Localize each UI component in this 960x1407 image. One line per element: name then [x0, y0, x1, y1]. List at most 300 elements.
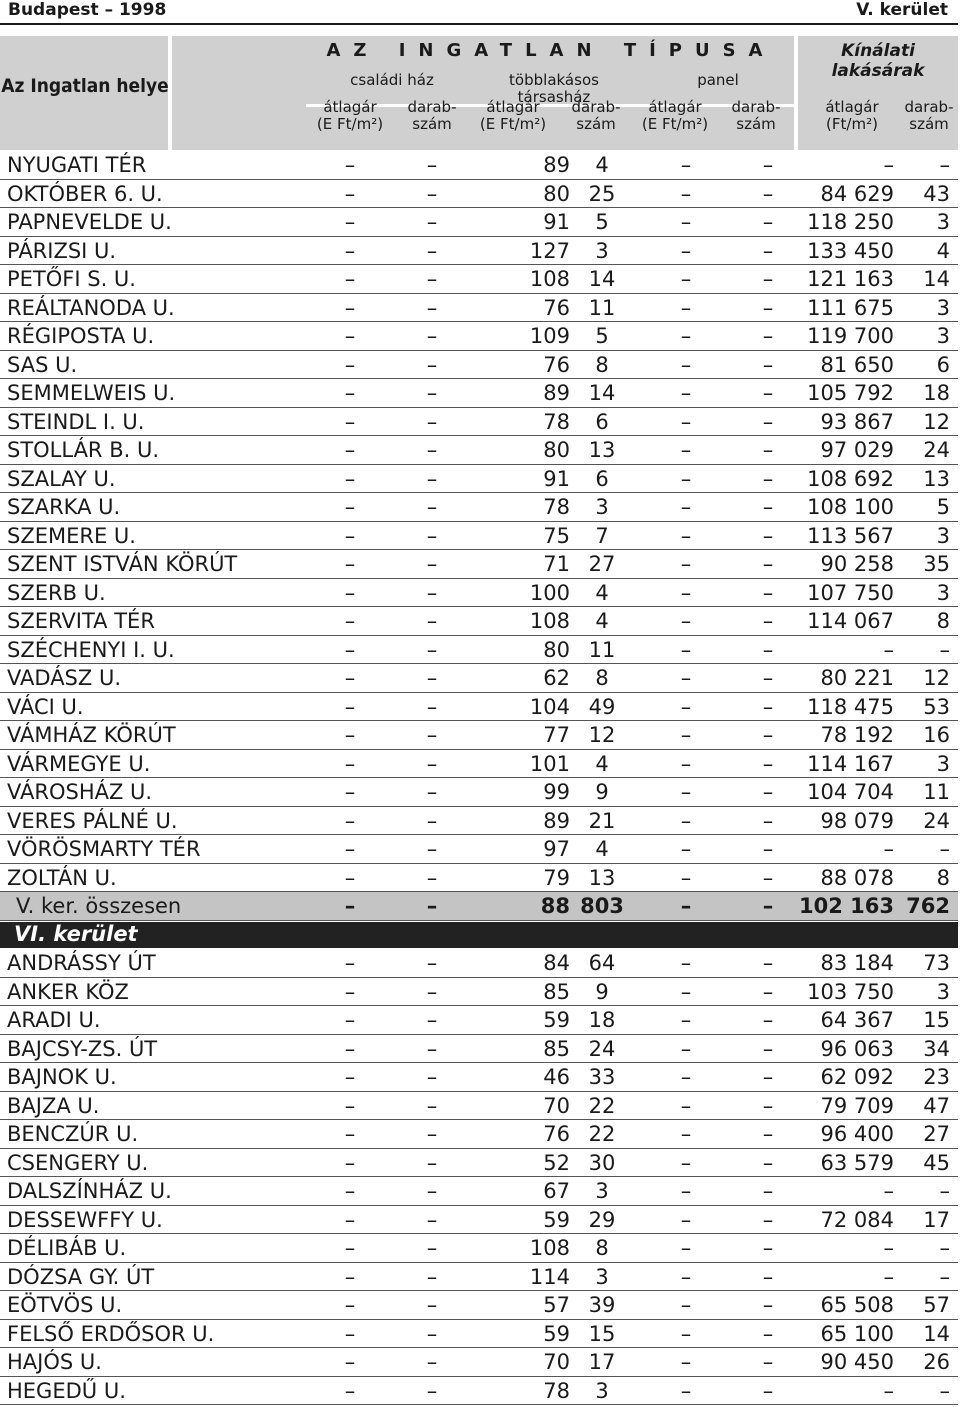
- street-name: VÁROSHÁZ U.: [7, 780, 153, 804]
- table-cell: –: [762, 352, 774, 377]
- table-cell: 8: [936, 609, 950, 633]
- table-cell: 3: [595, 495, 609, 519]
- table-cell: –: [762, 694, 774, 719]
- table-cell: –: [939, 1378, 950, 1403]
- table-cell: 102 163: [799, 894, 894, 918]
- table-cell: –: [680, 780, 692, 804]
- table-cell: –: [344, 1207, 356, 1232]
- table-cell: 3: [936, 324, 950, 348]
- table-row: [0, 1149, 958, 1177]
- table-cell: –: [344, 723, 356, 747]
- table-cell: 77: [543, 723, 570, 747]
- table-cell: 14: [923, 267, 950, 291]
- table-cell: –: [426, 438, 438, 462]
- table-row: [0, 807, 958, 835]
- table-row: [0, 1234, 958, 1262]
- table-cell: 57: [543, 1293, 570, 1317]
- table-row: [0, 550, 958, 578]
- table-cell: 73: [923, 951, 950, 975]
- table-cell: –: [762, 979, 774, 1004]
- table-cell: –: [680, 979, 692, 1004]
- table-cell: 62 092: [820, 1065, 894, 1089]
- street-name: VADÁSZ U.: [7, 666, 121, 690]
- street-name: PETŐFI S. U.: [7, 267, 136, 291]
- table-cell: 3: [595, 1179, 609, 1203]
- table-cell: 57: [923, 1293, 950, 1317]
- table-cell: –: [344, 694, 356, 719]
- table-cell: –: [680, 1350, 692, 1374]
- table-cell: –: [426, 1150, 438, 1175]
- table-cell: –: [680, 1008, 692, 1032]
- table-cell: –: [426, 694, 438, 719]
- offer-price-header: Kínálati lakásárak: [831, 41, 925, 81]
- table-cell: –: [426, 1008, 438, 1032]
- table-cell: 70: [543, 1093, 570, 1118]
- table-cell: 65 508: [820, 1293, 894, 1317]
- table-cell: –: [426, 951, 438, 975]
- table-cell: –: [680, 1179, 692, 1203]
- table-cell: –: [680, 381, 692, 405]
- table-cell: –: [426, 523, 438, 548]
- table-cell: 24: [923, 438, 950, 462]
- count-header: darab- szám: [571, 98, 621, 134]
- table-row: [0, 465, 958, 493]
- table-cell: 96 400: [820, 1122, 894, 1146]
- table-cell: –: [426, 409, 438, 434]
- table-cell: –: [680, 1236, 692, 1260]
- table-cell: 80 221: [820, 666, 894, 690]
- table-cell: 29: [588, 1207, 616, 1232]
- street-name: NYUGATI TÉR: [7, 153, 147, 177]
- table-cell: 101: [529, 751, 570, 776]
- table-cell: –: [680, 1093, 692, 1118]
- table-cell: –: [344, 1378, 356, 1403]
- table-row: [0, 1377, 958, 1405]
- page-header: [0, 0, 960, 24]
- table-cell: 108 692: [807, 466, 894, 491]
- table-cell: –: [426, 1264, 438, 1289]
- table-cell: 3: [595, 1264, 609, 1289]
- table-row: [0, 721, 958, 749]
- table-cell: 26: [923, 1350, 950, 1374]
- table-row: [0, 408, 958, 436]
- table-cell: –: [426, 1293, 438, 1317]
- table-cell: 4: [595, 609, 609, 633]
- table-cell: 72 084: [820, 1207, 894, 1232]
- table-cell: 5: [595, 210, 609, 234]
- table-cell: –: [762, 951, 774, 975]
- count-header: darab- szám: [407, 98, 457, 134]
- table-row: [0, 522, 958, 550]
- table-cell: –: [680, 210, 692, 234]
- table-row: [0, 1035, 958, 1063]
- table-cell: –: [762, 438, 774, 462]
- district-title: V. kerület: [856, 0, 948, 20]
- table-cell: –: [939, 1264, 950, 1289]
- table-cell: –: [939, 1179, 950, 1203]
- street-name: HAJÓS U.: [7, 1350, 102, 1374]
- table-cell: –: [680, 951, 692, 975]
- table-cell: 12: [923, 666, 950, 690]
- table-cell: 11: [588, 637, 616, 662]
- street-name: HEGEDŰ U.: [7, 1378, 126, 1403]
- table-cell: –: [344, 495, 356, 519]
- table-cell: 93 867: [820, 409, 894, 434]
- row-rule: [0, 1404, 958, 1405]
- table-cell: –: [762, 1378, 774, 1403]
- table-cell: –: [939, 1236, 950, 1260]
- table-cell: –: [426, 1179, 438, 1203]
- table-cell: –: [344, 181, 356, 206]
- table-cell: –: [883, 153, 894, 177]
- table-cell: 113 567: [807, 523, 894, 548]
- table-cell: –: [762, 723, 774, 747]
- street-name: SEMMELWEIS U.: [7, 381, 176, 405]
- table-cell: 75: [543, 523, 570, 548]
- table-cell: –: [344, 523, 356, 548]
- table-cell: –: [344, 637, 356, 662]
- table-cell: 127: [529, 238, 570, 263]
- table-cell: –: [680, 1036, 692, 1061]
- table-cell: 99: [543, 780, 570, 804]
- total-row: [0, 892, 958, 920]
- table-cell: –: [426, 324, 438, 348]
- table-cell: –: [344, 780, 356, 804]
- table-cell: –: [762, 894, 774, 918]
- avg-price-header: átlagár (E Ft/m²): [316, 98, 384, 134]
- table-cell: –: [344, 1150, 356, 1175]
- table-cell: –: [426, 723, 438, 747]
- table-cell: –: [344, 1179, 356, 1203]
- street-name: SZEMERE U.: [7, 523, 136, 548]
- street-name: SAS U.: [7, 352, 78, 377]
- table-cell: –: [426, 1065, 438, 1089]
- table-cell: 9: [595, 979, 609, 1004]
- table-cell: 49: [588, 694, 616, 719]
- street-name: VÁRMEGYE U.: [7, 751, 151, 776]
- table-cell: –: [680, 865, 692, 890]
- location-header: Az Ingatlan helye: [1, 75, 169, 97]
- table-cell: –: [426, 1093, 438, 1118]
- table-cell: 114 067: [807, 609, 894, 633]
- table-cell: –: [762, 295, 774, 320]
- table-cell: 39: [588, 1293, 616, 1317]
- table-cell: –: [344, 837, 356, 861]
- table-cell: 62: [543, 666, 570, 690]
- street-name: VÁMHÁZ KÖRÚT: [7, 723, 176, 747]
- table-cell: –: [762, 181, 774, 206]
- street-name: FELSŐ ERDŐSOR U.: [7, 1321, 215, 1346]
- table-cell: 105 792: [807, 381, 894, 405]
- street-name: SZERVITA TÉR: [7, 609, 155, 633]
- table-cell: –: [680, 438, 692, 462]
- table-row: [0, 1006, 958, 1034]
- table-cell: –: [883, 1378, 894, 1403]
- table-cell: 14: [588, 267, 616, 291]
- street-name: VERES PÁLNÉ U.: [7, 808, 178, 833]
- table-cell: 76: [543, 352, 570, 377]
- table-cell: –: [344, 466, 356, 491]
- street-name: STEINDL I. U.: [7, 409, 145, 434]
- street-name: SZÉCHENYI I. U.: [7, 637, 175, 662]
- table-cell: –: [762, 1008, 774, 1032]
- table-cell: –: [762, 1122, 774, 1146]
- street-name: DÉLIBÁB U.: [7, 1236, 127, 1260]
- table-cell: 53: [923, 694, 950, 719]
- table-cell: 45: [923, 1150, 950, 1175]
- table-cell: –: [762, 609, 774, 633]
- table-cell: 3: [936, 751, 950, 776]
- table-cell: –: [883, 837, 894, 861]
- table-row: [0, 265, 958, 293]
- table-cell: 16: [923, 723, 950, 747]
- table-cell: 18: [923, 381, 950, 405]
- table-cell: –: [426, 894, 438, 918]
- table-cell: 80: [543, 438, 570, 462]
- street-name: DESSEWFFY U.: [7, 1207, 163, 1232]
- table-cell: 762: [906, 894, 950, 918]
- table-cell: –: [426, 1378, 438, 1403]
- table-cell: 3: [936, 523, 950, 548]
- street-name: EÖTVÖS U.: [7, 1293, 123, 1317]
- table-cell: –: [680, 1122, 692, 1146]
- table-cell: –: [680, 352, 692, 377]
- family-house-header: családi ház: [350, 71, 434, 89]
- table-cell: –: [426, 666, 438, 690]
- table-cell: –: [762, 552, 774, 576]
- table-cell: 27: [923, 1122, 950, 1146]
- table-cell: 78: [543, 1378, 570, 1403]
- table-cell: –: [426, 466, 438, 491]
- count-header: darab- szám: [904, 98, 954, 134]
- table-row: [0, 1120, 958, 1148]
- table-row: [0, 208, 958, 236]
- table-cell: –: [680, 1264, 692, 1289]
- table-cell: 24: [588, 1036, 616, 1061]
- table-cell: –: [344, 865, 356, 890]
- table-cell: –: [344, 1321, 356, 1346]
- table-row: [0, 351, 958, 379]
- table-cell: 18: [588, 1008, 616, 1032]
- table-row: [0, 1263, 958, 1291]
- table-cell: –: [762, 666, 774, 690]
- table-cell: 35: [923, 552, 950, 576]
- table-cell: –: [344, 666, 356, 690]
- table-cell: 30: [588, 1150, 616, 1175]
- row-rule: [0, 920, 958, 921]
- table-cell: 78: [543, 409, 570, 434]
- table-cell: –: [426, 267, 438, 291]
- table-cell: 12: [588, 723, 616, 747]
- table-cell: –: [680, 153, 692, 177]
- table-cell: –: [426, 1321, 438, 1346]
- table-cell: 104: [529, 694, 570, 719]
- table-row: [0, 322, 958, 350]
- table-cell: 22: [588, 1122, 616, 1146]
- table-cell: –: [344, 1293, 356, 1317]
- count-header: darab- szám: [731, 98, 781, 134]
- street-name: V. ker. összesen: [16, 894, 182, 918]
- table-cell: –: [344, 1036, 356, 1061]
- table-cell: 76: [543, 295, 570, 320]
- table-cell: –: [883, 1264, 894, 1289]
- street-name: ARADI U.: [7, 1008, 101, 1032]
- table-cell: 14: [588, 381, 616, 405]
- table-cell: 103 750: [807, 979, 894, 1004]
- table-cell: –: [680, 1150, 692, 1175]
- table-cell: 76: [543, 1122, 570, 1146]
- table-cell: 4: [595, 153, 609, 177]
- table-cell: –: [344, 210, 356, 234]
- table-cell: –: [680, 837, 692, 861]
- table-cell: –: [344, 267, 356, 291]
- table-cell: –: [344, 409, 356, 434]
- table-cell: 4: [595, 751, 609, 776]
- street-name: BENCZÚR U.: [7, 1122, 139, 1146]
- table-cell: 85: [543, 979, 570, 1004]
- table-row: [0, 1092, 958, 1120]
- table-cell: 89: [543, 153, 570, 177]
- street-name: OKTÓBER 6. U.: [7, 181, 163, 206]
- table-cell: –: [344, 1008, 356, 1032]
- table-cell: –: [762, 1207, 774, 1232]
- city-year: Budapest – 1998: [8, 0, 167, 20]
- table-cell: –: [344, 381, 356, 405]
- table-cell: –: [680, 1321, 692, 1346]
- table-cell: –: [762, 1264, 774, 1289]
- table-cell: 8: [595, 352, 609, 377]
- avg-price-header: átlagár (E Ft/m²): [641, 98, 709, 134]
- table-cell: 33: [588, 1065, 616, 1089]
- table-cell: –: [426, 552, 438, 576]
- table-cell: 96 063: [820, 1036, 894, 1061]
- table-cell: 63 579: [820, 1150, 894, 1175]
- table-cell: –: [426, 238, 438, 263]
- table-cell: –: [344, 580, 356, 605]
- table-cell: –: [680, 637, 692, 662]
- table-cell: –: [426, 637, 438, 662]
- table-cell: –: [680, 552, 692, 576]
- table-cell: 108: [529, 1236, 570, 1260]
- table-row: [0, 1206, 958, 1234]
- street-name: DÓZSA GY. ÚT: [7, 1264, 155, 1289]
- table-header: [0, 36, 958, 150]
- multi-unit-header: többlakásos társasház: [509, 71, 599, 107]
- table-cell: 108: [529, 609, 570, 633]
- table-cell: 83 184: [820, 951, 894, 975]
- table-cell: 97: [543, 837, 570, 861]
- table-cell: 121 163: [807, 267, 894, 291]
- table-cell: 15: [923, 1008, 950, 1032]
- table-cell: 803: [580, 894, 624, 918]
- table-cell: 88: [540, 894, 570, 918]
- table-cell: –: [883, 1236, 894, 1260]
- table-cell: –: [680, 238, 692, 263]
- table-cell: –: [680, 1378, 692, 1403]
- table-cell: 119 700: [807, 324, 894, 348]
- table-cell: –: [762, 381, 774, 405]
- table-cell: –: [426, 1036, 438, 1061]
- table-cell: –: [426, 1350, 438, 1374]
- table-cell: –: [762, 1065, 774, 1089]
- table-cell: 11: [923, 780, 950, 804]
- table-cell: –: [344, 295, 356, 320]
- table-cell: 21: [588, 808, 616, 833]
- table-row: [0, 864, 958, 892]
- table-row: [0, 237, 958, 265]
- table-cell: –: [426, 751, 438, 776]
- table-cell: –: [680, 1065, 692, 1089]
- table-cell: 5: [595, 324, 609, 348]
- table-cell: 6: [595, 466, 609, 491]
- table-cell: –: [344, 751, 356, 776]
- table-cell: –: [426, 381, 438, 405]
- table-cell: 43: [923, 181, 950, 206]
- table-cell: –: [426, 153, 438, 177]
- table-cell: –: [344, 808, 356, 833]
- table-cell: 133 450: [807, 238, 894, 263]
- property-type-header: AZ INGATLAN TÍPUSA: [326, 40, 776, 61]
- table-cell: 24: [923, 808, 950, 833]
- table-cell: –: [680, 723, 692, 747]
- table-cell: –: [680, 694, 692, 719]
- table-cell: 118 250: [807, 210, 894, 234]
- table-cell: 15: [588, 1321, 616, 1346]
- street-name: VÖRÖSMARTY TÉR: [7, 837, 201, 861]
- table-cell: –: [939, 837, 950, 861]
- district-label: VI. kerület: [14, 921, 138, 946]
- table-cell: –: [762, 153, 774, 177]
- table-cell: –: [762, 751, 774, 776]
- table-cell: 3: [936, 580, 950, 605]
- table-cell: –: [762, 1321, 774, 1346]
- street-name: SZARKA U.: [7, 495, 121, 519]
- table-cell: 4: [595, 837, 609, 861]
- table-cell: –: [344, 894, 356, 918]
- table-cell: 97 029: [820, 438, 894, 462]
- table-cell: 80: [543, 181, 570, 206]
- table-cell: 8: [936, 865, 950, 890]
- table-cell: 89: [543, 381, 570, 405]
- table-cell: 64: [588, 951, 616, 975]
- table-cell: –: [680, 267, 692, 291]
- table-cell: 4: [595, 580, 609, 605]
- table-cell: –: [762, 238, 774, 263]
- street-name: BAJCSY-ZS. ÚT: [7, 1036, 158, 1061]
- table-row: [0, 664, 958, 692]
- table-cell: 7: [595, 523, 609, 548]
- table-cell: –: [426, 979, 438, 1004]
- table-cell: –: [426, 495, 438, 519]
- table-cell: –: [762, 1179, 774, 1203]
- table-cell: 46: [543, 1065, 570, 1089]
- table-cell: 47: [923, 1093, 950, 1118]
- street-name: BAJNOK U.: [7, 1065, 117, 1089]
- table-cell: –: [680, 495, 692, 519]
- street-name: PAPNEVELDE U.: [7, 210, 172, 234]
- table-cell: –: [680, 894, 692, 918]
- table-row: [0, 180, 958, 208]
- table-row: [0, 1063, 958, 1091]
- table-cell: 104 704: [807, 780, 894, 804]
- table-row: [0, 294, 958, 322]
- table-cell: 79: [543, 865, 570, 890]
- table-cell: 17: [588, 1350, 616, 1374]
- table-cell: 90 450: [820, 1350, 894, 1374]
- table-cell: –: [344, 1065, 356, 1089]
- table-cell: 118 475: [807, 694, 894, 719]
- table-cell: –: [426, 609, 438, 633]
